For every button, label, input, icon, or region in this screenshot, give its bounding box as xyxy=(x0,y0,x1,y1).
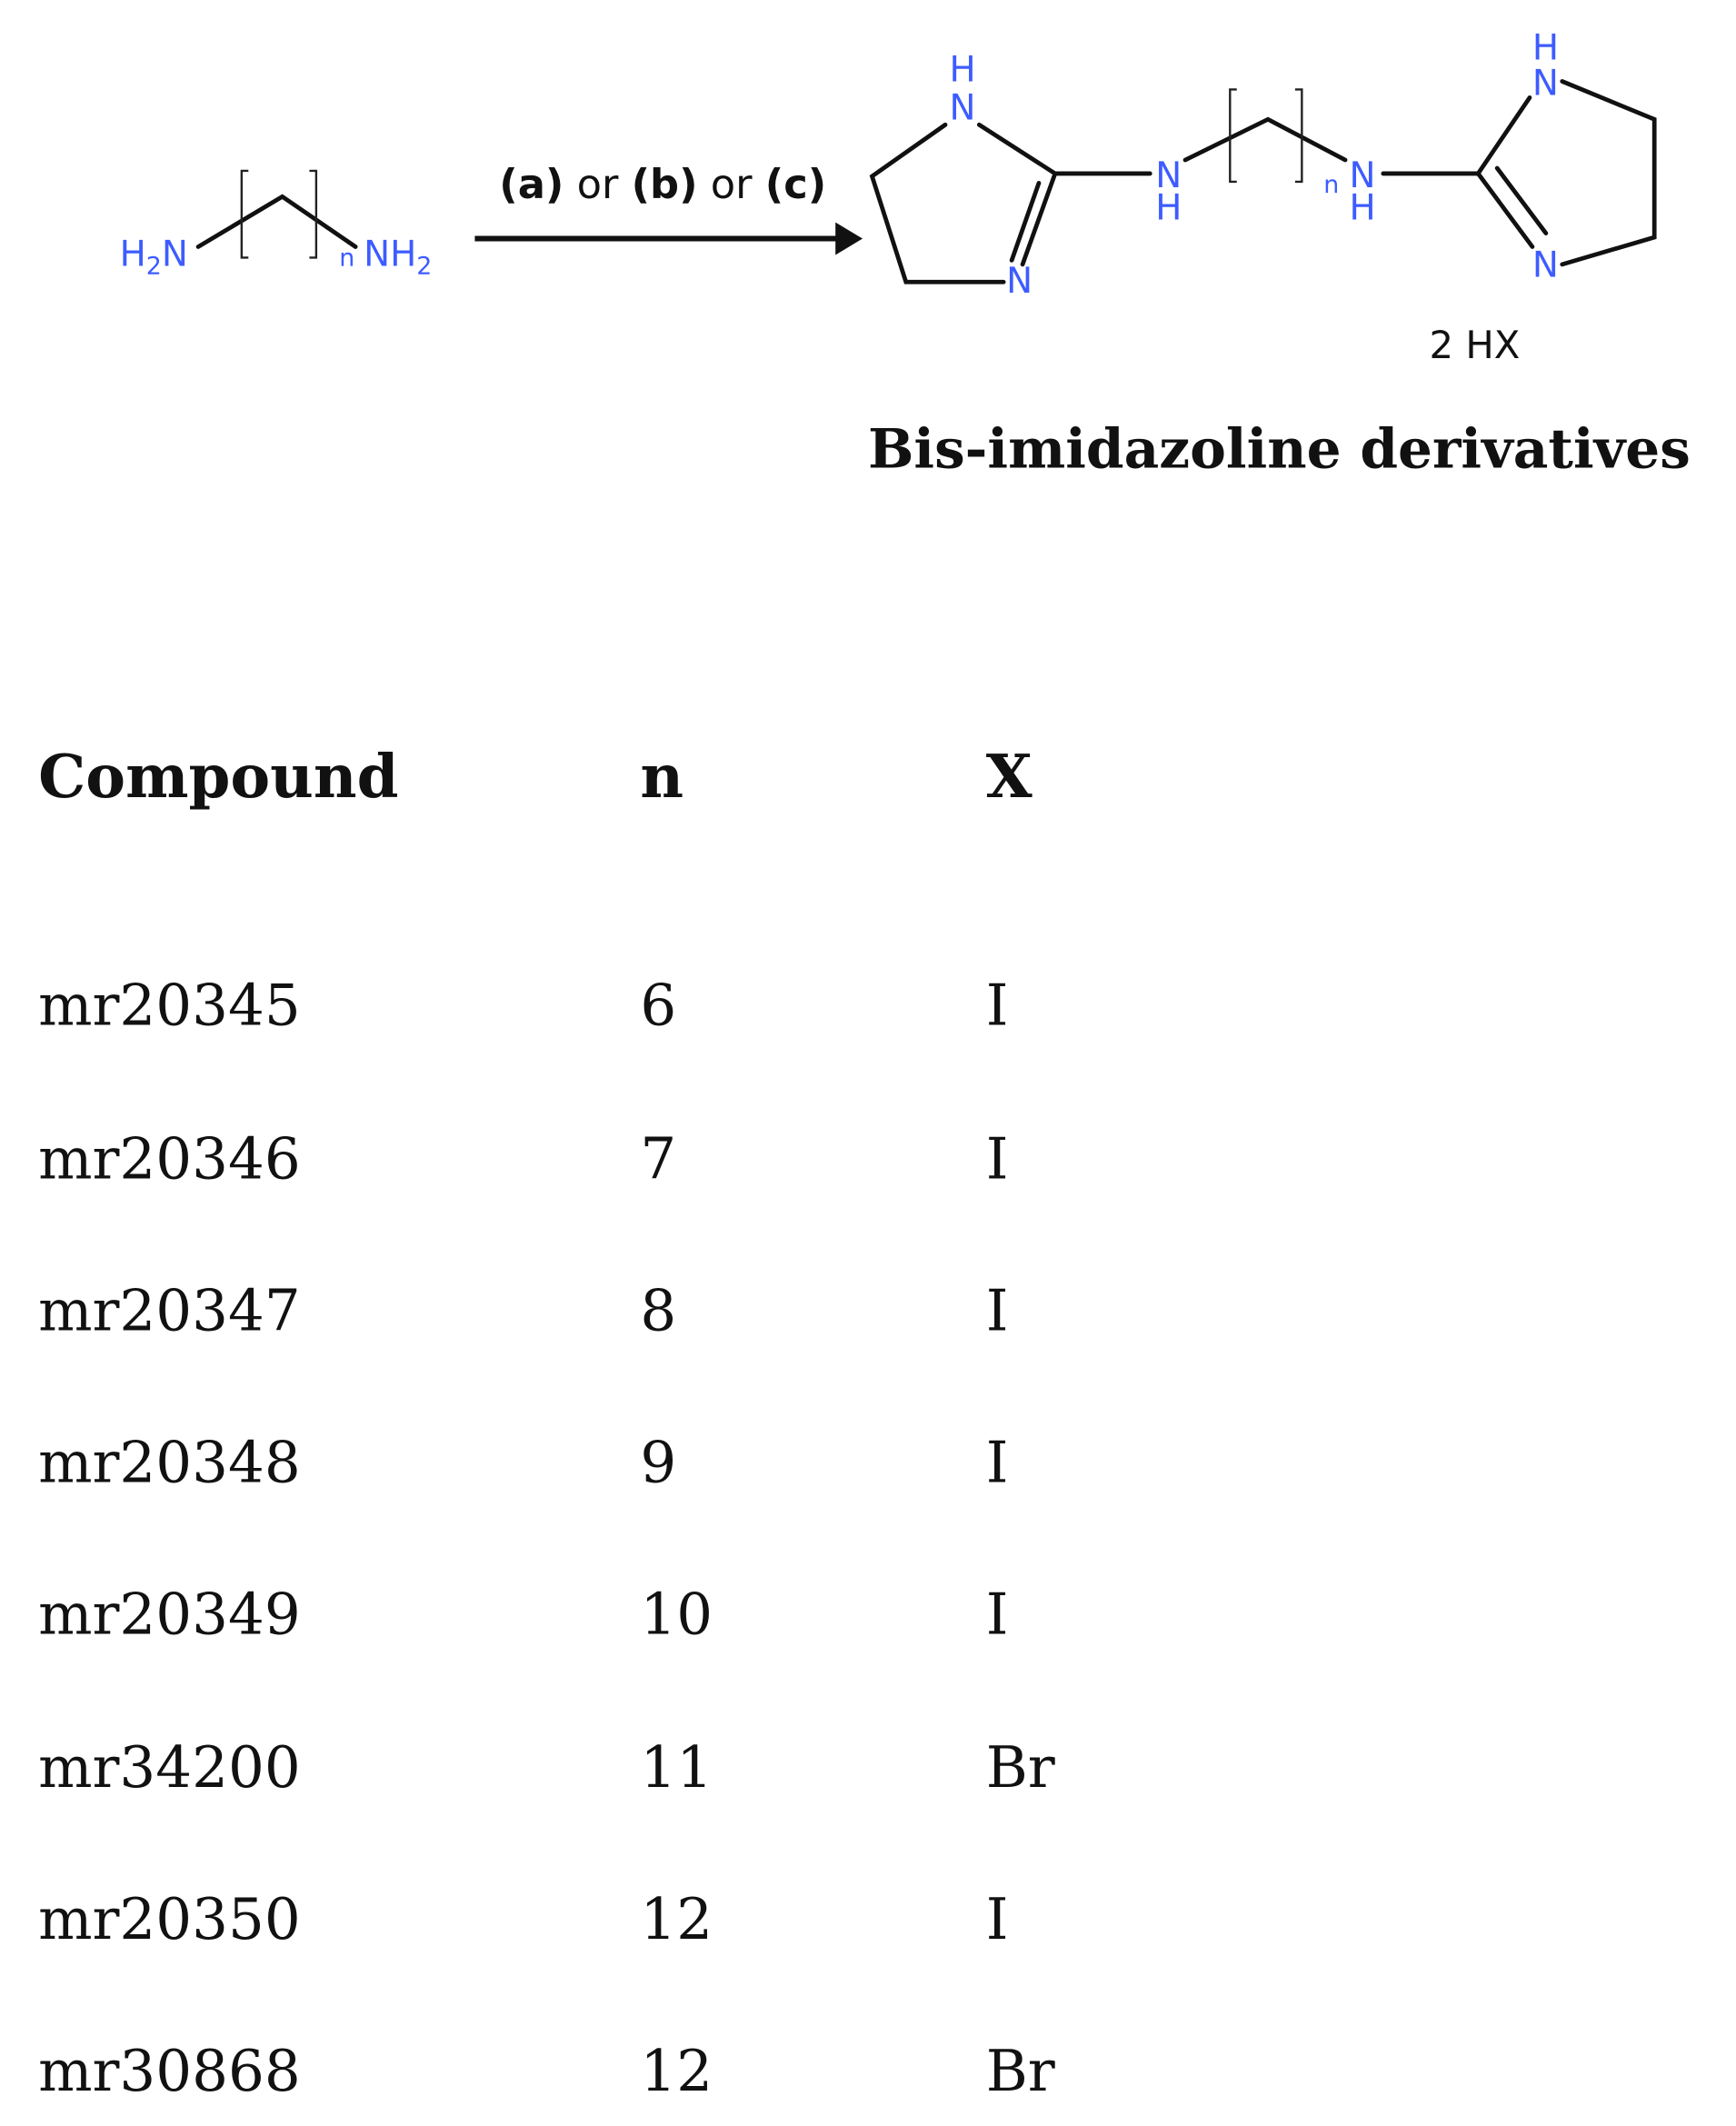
cell-x: I xyxy=(985,1277,1009,1344)
cell-x: I xyxy=(985,972,1009,1039)
cell-compound: mr20350 xyxy=(38,1886,301,1953)
cell-n: 6 xyxy=(640,972,677,1039)
table-header xyxy=(38,742,1033,812)
left-ring-amidine-bonds xyxy=(979,125,1055,265)
chain-bond xyxy=(198,196,355,246)
right-linker-h: H xyxy=(1349,187,1376,229)
table-row xyxy=(38,973,1008,1039)
right-ring-n: N xyxy=(1531,245,1559,286)
linker-chain xyxy=(1185,119,1345,160)
cell-x: I xyxy=(985,1429,1009,1496)
repeat-n-label: n xyxy=(339,244,355,273)
right-linker-n: N xyxy=(1349,155,1376,196)
cell-compound: mr20349 xyxy=(38,1581,301,1648)
left-ring-h: H xyxy=(949,49,976,91)
right-ring-bonds xyxy=(1478,82,1654,265)
cell-x: Br xyxy=(985,1734,1055,1802)
left-amine-label: $H_2N$ xyxy=(119,234,188,281)
cell-compound: mr30868 xyxy=(38,2038,301,2105)
left-ring-bonds xyxy=(872,125,1003,282)
left-linker-h: H xyxy=(1155,187,1182,229)
cell-n: 10 xyxy=(640,1581,713,1648)
right-ring-h: H xyxy=(1531,27,1560,69)
reaction-arrow xyxy=(474,160,863,255)
cell-x: I xyxy=(985,1886,1009,1953)
cell-x: I xyxy=(985,1125,1009,1193)
reactant-diamine xyxy=(120,171,433,280)
header-n: n xyxy=(640,742,684,813)
left-ring-n: N xyxy=(1006,261,1033,303)
linker-brackets xyxy=(1230,89,1302,181)
scheme-title: Bis-imidazoline derivatives xyxy=(868,417,1691,482)
compound-table xyxy=(38,742,1055,2104)
cell-x: Br xyxy=(985,2038,1055,2105)
table-row xyxy=(38,1582,1008,1648)
table-row xyxy=(38,1125,1008,1192)
arrowhead-icon xyxy=(835,223,863,255)
reaction-conditions: (a) or (b) or (c) xyxy=(499,159,827,208)
table-row xyxy=(38,1734,1055,1801)
table-row xyxy=(38,1277,1008,1343)
cell-n: 7 xyxy=(640,1125,677,1193)
right-amine-label: $NH_2$ xyxy=(364,234,433,281)
cell-n: 11 xyxy=(640,1734,713,1802)
cell-x: I xyxy=(985,1581,1009,1648)
header-compound: Compound xyxy=(38,742,399,813)
cell-compound: mr20348 xyxy=(38,1429,301,1496)
cell-compound: mr34200 xyxy=(38,1734,301,1802)
table-row xyxy=(38,2038,1055,2104)
table-row xyxy=(38,1886,1008,1952)
cell-compound: mr20346 xyxy=(38,1125,301,1193)
cell-n: 8 xyxy=(640,1277,677,1344)
cell-compound: mr20345 xyxy=(38,972,301,1039)
right-ring-nh: N xyxy=(1531,63,1559,105)
header-x: X xyxy=(985,742,1033,813)
product-structure xyxy=(872,28,1654,367)
left-ring-nh: N xyxy=(949,87,976,129)
cell-compound: mr20347 xyxy=(38,1277,301,1344)
table-row xyxy=(38,1429,1008,1495)
cell-n: 12 xyxy=(640,1886,713,1953)
linker-repeat-n: n xyxy=(1323,170,1340,199)
salt-label: 2 HX xyxy=(1429,322,1521,367)
left-linker-n: N xyxy=(1155,155,1182,196)
cell-n: 9 xyxy=(640,1429,677,1496)
cell-n: 12 xyxy=(640,2038,713,2105)
